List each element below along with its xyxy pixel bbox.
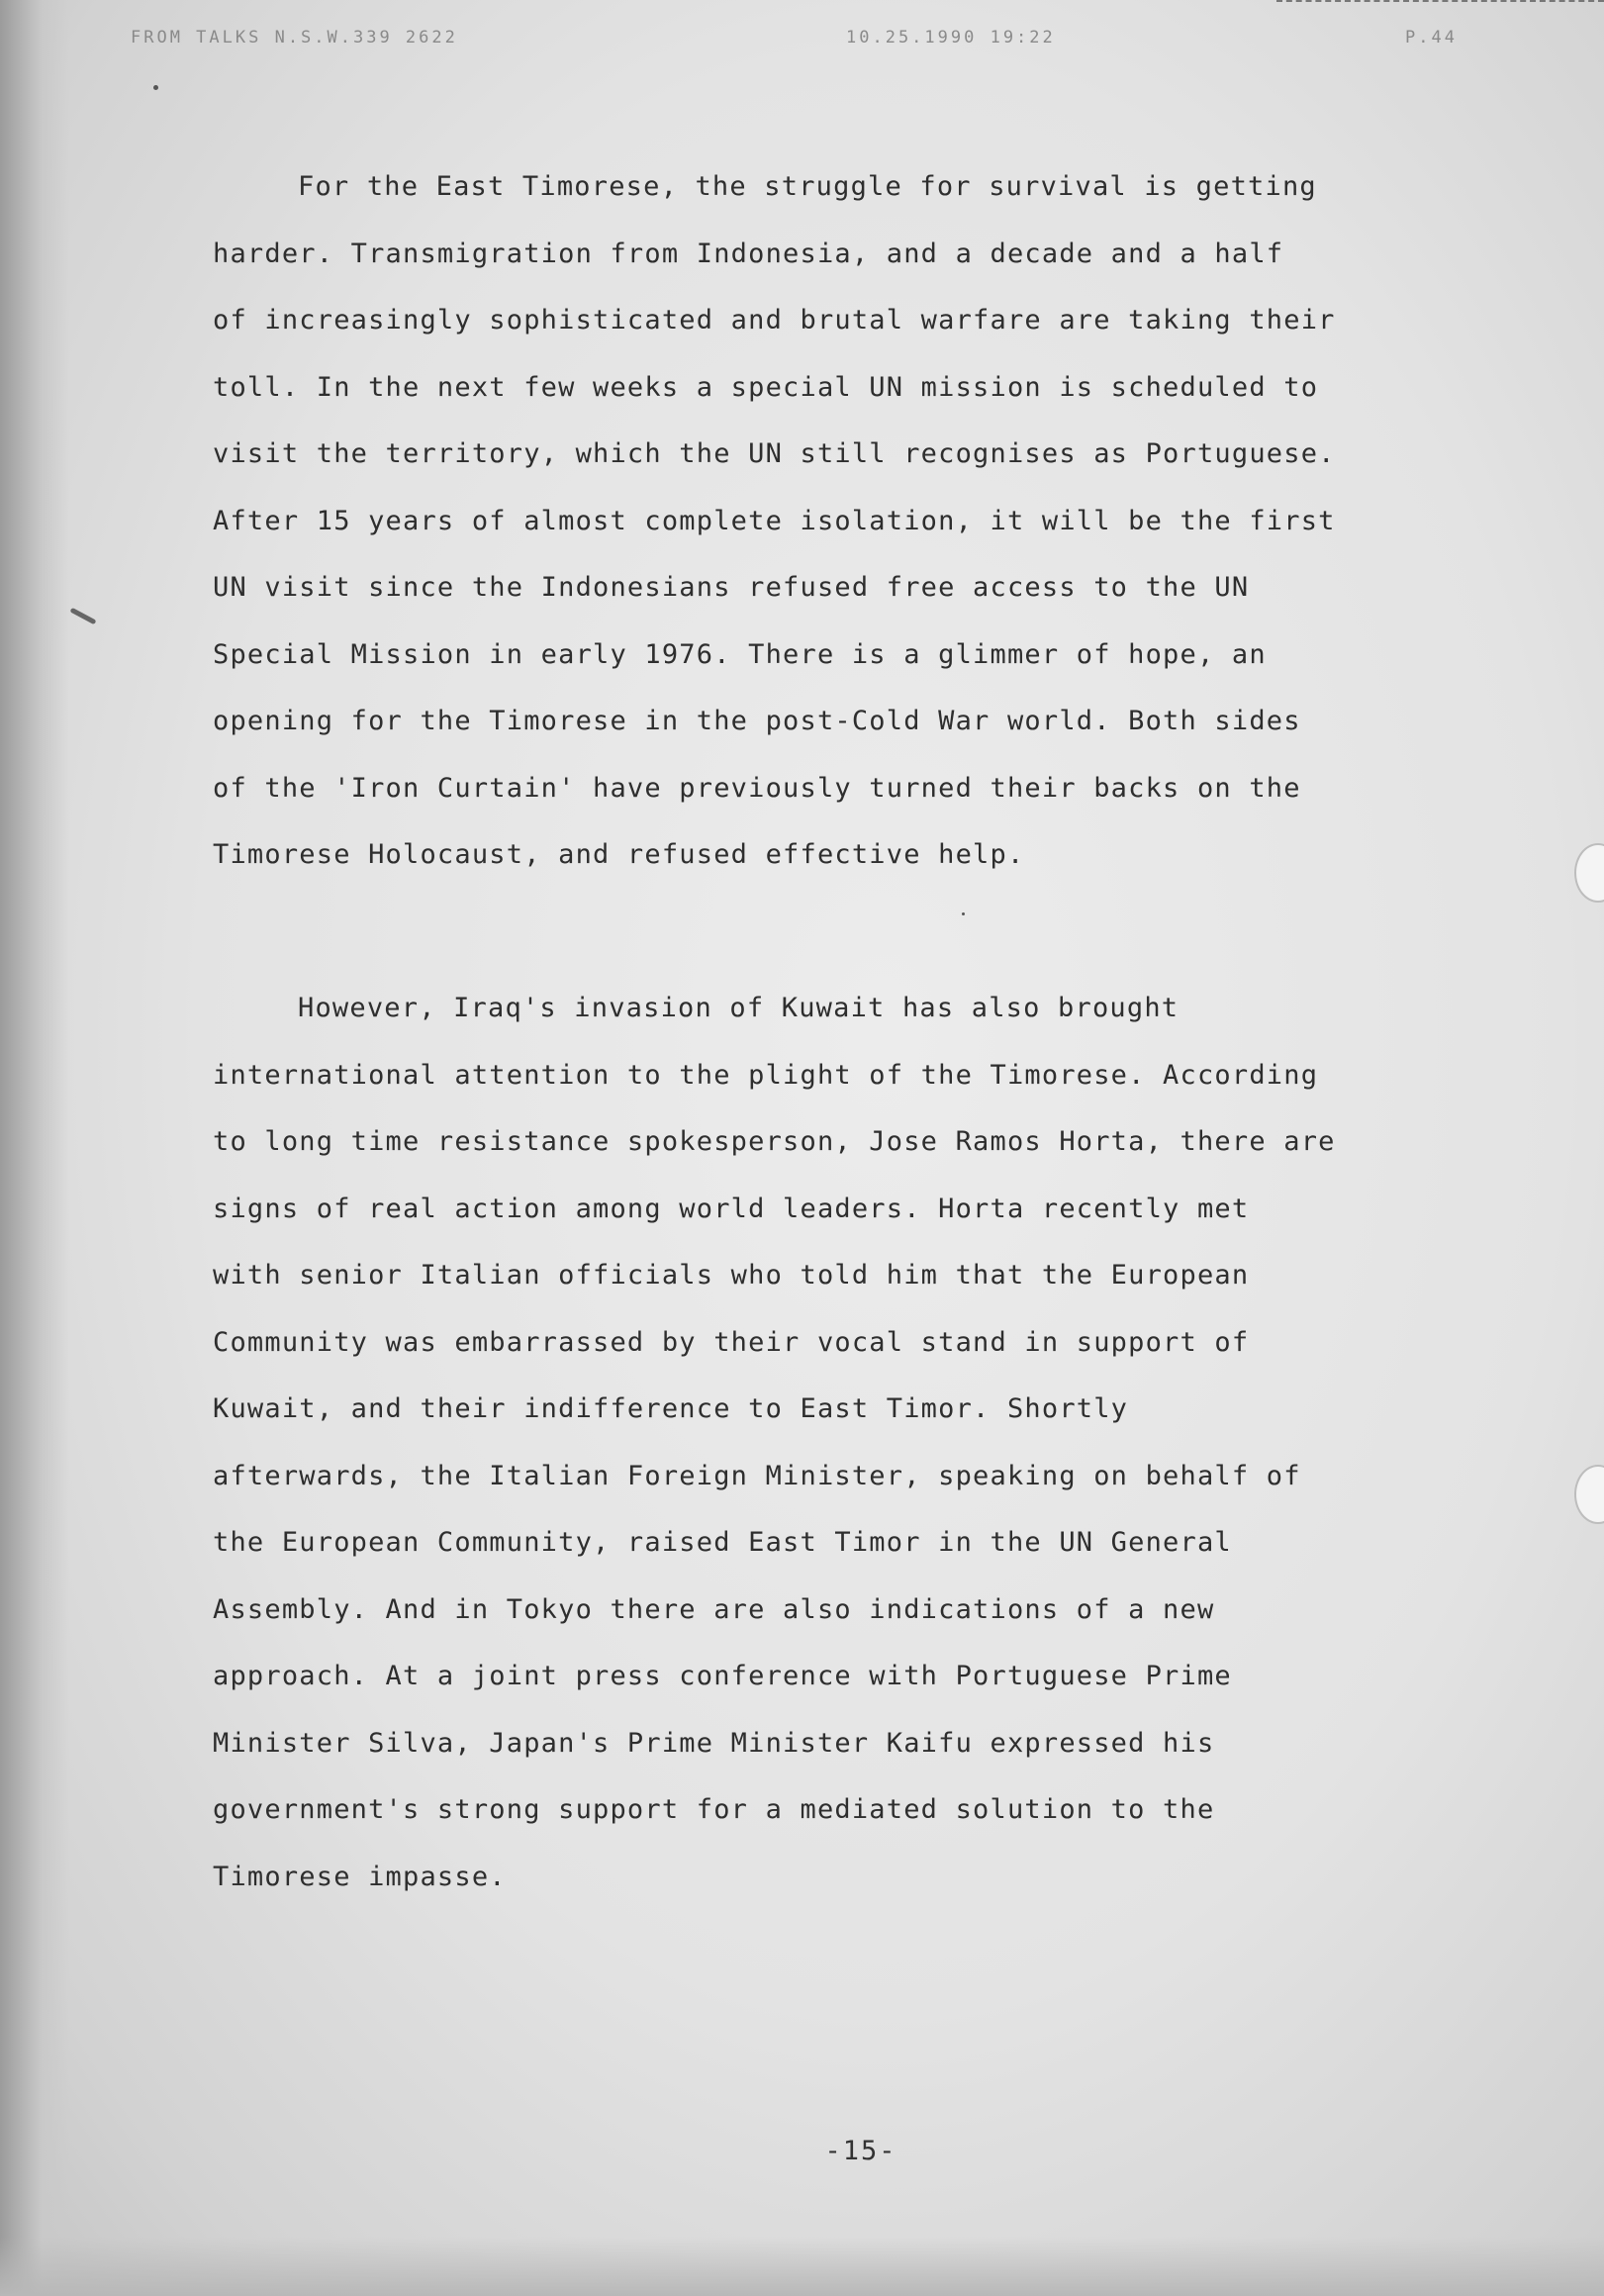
text-line: Assembly. And in Tokyo there are also indications of a new — [213, 1593, 1215, 1625]
text-line: visit the territory, which the UN still recognises as Portuguese. — [213, 438, 1336, 469]
text-line: For the East Timorese, the struggle for survival is getting — [298, 171, 1317, 202]
text-line: government's strong support for a mediated solution to the — [213, 1794, 1215, 1825]
text-line: Timorese impasse. — [213, 1861, 507, 1892]
text-line: the European Community, raised East Timor in the UN General — [213, 1527, 1232, 1558]
text-line: harder. Transmigration from Indonesia, and a decade and a half — [213, 238, 1284, 269]
text-line: afterwards, the Italian Foreign Minister, speaking on behalf of — [213, 1460, 1301, 1491]
text-line: Community was embarrassed by their vocal stand in support of — [213, 1326, 1250, 1358]
text-line: However, Iraq's invasion of Kuwait has also brought — [298, 993, 1179, 1023]
scan-edge-shadow — [0, 0, 69, 2296]
fax-header-from: FROM TALKS N.S.W.339 2622 — [131, 28, 458, 48]
text-line: with senior Italian officials who told him that the European — [213, 1260, 1250, 1291]
text-line: opening for the Timorese in the post-Cold War world. Both sides — [213, 706, 1301, 736]
text-line: toll. In the next few weeks a special UN mission is scheduled to — [213, 371, 1319, 403]
scan-speck — [962, 912, 965, 915]
scan-speck — [153, 85, 158, 90]
text-line: signs of real action among world leaders. Horta recently met — [213, 1193, 1250, 1224]
text-line: Minister Silva, Japan's Prime Minister Kaifu expressed his — [213, 1727, 1215, 1759]
fax-header-datetime: 10.25.1990 19:22 — [846, 28, 1056, 48]
text-line: of increasingly sophisticated and brutal warfare are taking their — [213, 305, 1336, 335]
paragraph-1 — [213, 153, 1499, 889]
text-line: international attention to the plight of the Timorese. According — [213, 1059, 1319, 1091]
fax-header-page: P.44 — [1405, 28, 1458, 48]
text-line: UN visit since the Indonesians refused free access to the UN — [213, 572, 1250, 603]
text-line: to long time resistance spokesperson, Jose Ramos Horta, there are — [213, 1126, 1336, 1157]
text-line: Kuwait, and their indifference to East Timor. Shortly — [213, 1393, 1129, 1424]
text-line: approach. At a joint press conference with Portuguese Prime — [213, 1661, 1232, 1691]
text-line: Special Mission in early 1976. There is a glimmer of hope, an — [213, 638, 1267, 670]
fax-tear-line — [1276, 0, 1604, 2]
page-number: -15- — [824, 2136, 897, 2166]
paragraph-2 — [213, 975, 1499, 1910]
text-line: After 15 years of almost complete isolation, it will be the first — [213, 505, 1336, 536]
text-line: of the 'Iron Curtain' have previously turned their backs on the — [213, 772, 1301, 804]
text-line: Timorese Holocaust, and refused effective help. — [213, 839, 1025, 870]
scan-bottom-shadow — [0, 2237, 1604, 2296]
